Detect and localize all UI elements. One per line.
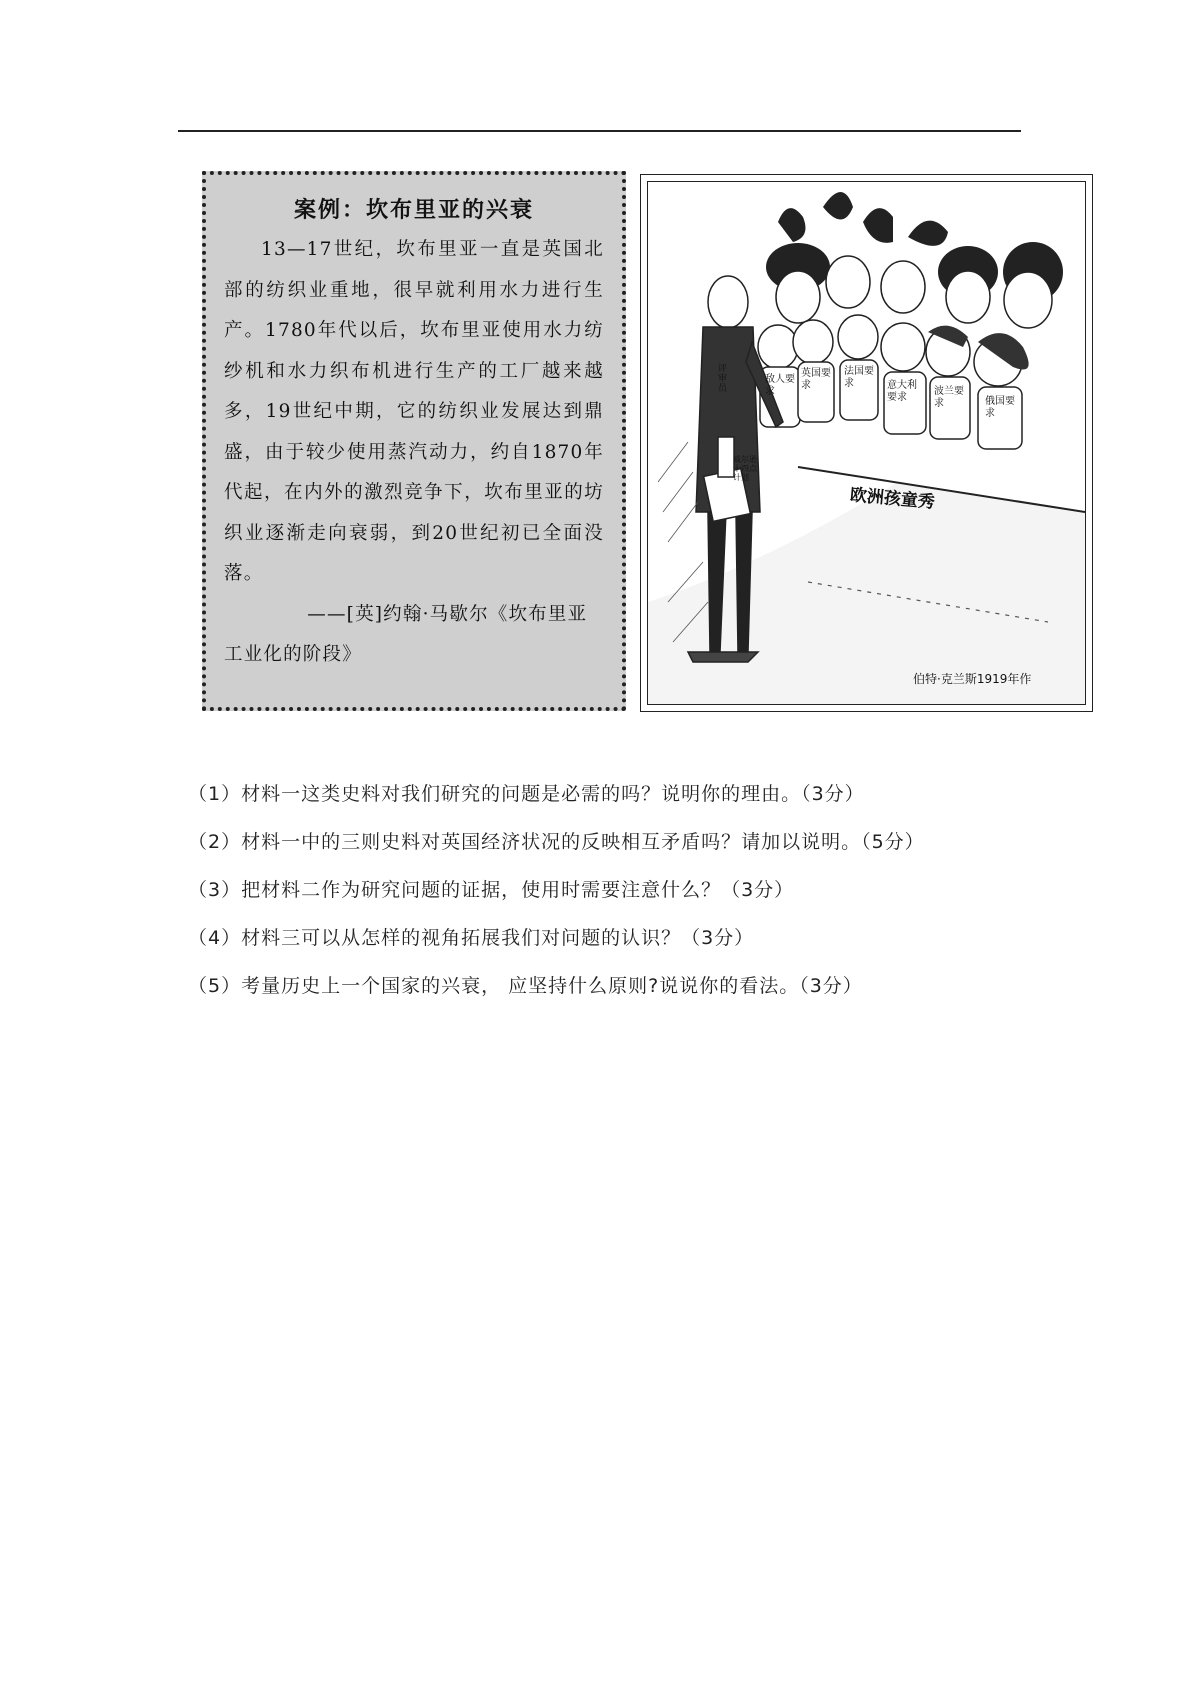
question-4: （4）材料三可以从怎样的视角拓展我们对问题的认识？（3分） [188, 927, 755, 949]
cartoon-caption: 欧洲孩童秀 [849, 485, 936, 513]
cartoon-man-label: 评审员 [718, 364, 728, 394]
child-label: 英国要求 [801, 368, 831, 391]
child-label: 敌人要求 [765, 374, 795, 397]
question-2: （2）材料一中的三则史料对英国经济状况的反映相互矛盾吗？请加以说明。（5分） [188, 831, 925, 853]
case-body: 13—17世纪，坎布里亚一直是英国北部的纺织业重地，很早就利用水力进行生产。1780年代以后，坎布里亚使用水力纺纱机和水力织布机进行生产的工厂越来越多，19世纪中期，它的纺织业发展达到鼎盛，由于较少使用蒸汽动力，约自1870年代起，在内外的激烈竞争下，坎布里亚的坊织业逐渐走向衰弱，到20世纪初已全面没落。 [224, 239, 604, 584]
child-label: 波兰要求 [934, 386, 964, 409]
child-label: 法国要求 [844, 366, 874, 389]
case-source: ——[英]约翰·马歇尔《坎布里亚工业化的阶段》 [224, 603, 588, 665]
cartoon-image [647, 181, 1086, 705]
case-title: 案例：坎布里亚的兴衰 [293, 197, 534, 223]
cartoon-paper-label: 威尔逊十四点计划 [733, 455, 757, 482]
cartoon-signature: 伯特·克兰斯1919年作 [913, 672, 1032, 686]
cartoon-drawing [648, 182, 1085, 704]
case-box [202, 171, 626, 711]
question-list [188, 770, 1028, 1010]
question-1: （1）材料一这类史料对我们研究的问题是必需的吗？说明你的理由。（3分） [188, 783, 865, 805]
question-5: （5）考量历史上一个国家的兴衰， 应坚持什么原则?说说你的看法。（3分） [188, 975, 863, 997]
header-rule [178, 130, 1021, 132]
political-cartoon [640, 174, 1093, 712]
child-label: 意大利要求 [887, 380, 917, 403]
child-label: 俄国要求 [985, 396, 1015, 419]
question-3: （3）把材料二作为研究问题的证据，使用时需要注意什么？（3分） [188, 879, 795, 901]
